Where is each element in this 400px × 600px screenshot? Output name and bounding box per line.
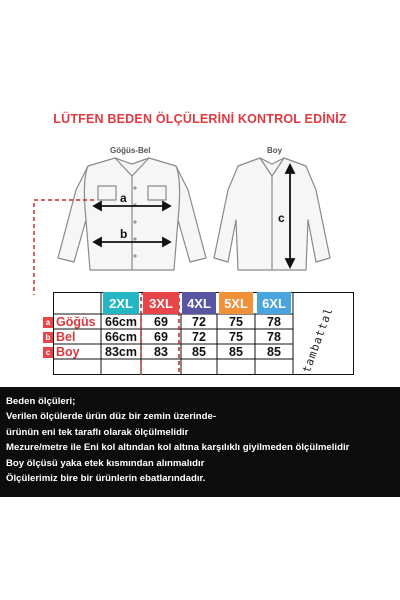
row-label-length: Boy [56, 345, 80, 359]
length-caption: Boy [267, 146, 283, 155]
cell-chest-6xl: 78 [267, 315, 281, 329]
cell-waist-5xl: 75 [229, 330, 243, 344]
size-header-3xl: 3XL [143, 292, 179, 314]
info-line-5: Boy ölçüsü yaka etek kısmından alınmalıdır [6, 457, 205, 469]
cell-chest-3xl: 69 [154, 315, 168, 329]
row-label-chest: Göğüs [56, 315, 96, 329]
info-line-6: Ölçülerimiz bire bir ürünlerin ebatlarındadır. [6, 473, 206, 485]
cell-waist-4xl: 72 [192, 330, 206, 344]
row-badge-b: b [43, 332, 53, 343]
letter-c: c [278, 211, 285, 225]
back-shirt-icon [214, 158, 330, 270]
cell-length-3xl: 83 [154, 345, 168, 359]
info-line-4: Mezure/metre ile Eni kol altından kol altına karşılıklı giyilmeden ölçülmelidir [6, 442, 350, 454]
info-line-2: Verilen ölçülerde ürün düz bir zemin üzerinde- [6, 411, 217, 423]
cell-length-6xl: 85 [267, 345, 281, 359]
cell-length-2xl: 83cm [105, 345, 137, 359]
brand-watermark: tambattal [300, 305, 336, 375]
cell-chest-4xl: 72 [192, 315, 206, 329]
cell-chest-2xl: 66cm [105, 315, 137, 329]
shirt-diagram [20, 150, 340, 295]
cell-waist-2xl: 66cm [105, 330, 137, 344]
cell-length-4xl: 85 [192, 345, 206, 359]
cell-waist-3xl: 69 [154, 330, 168, 344]
cell-waist-6xl: 78 [267, 330, 281, 344]
info-line-1: Beden ölçüleri; [6, 396, 76, 407]
size-header-5xl: 5XL [219, 292, 253, 314]
letter-b: b [120, 227, 128, 241]
size-check-headline: LÜTFEN BEDEN ÖLÇÜLERİNİ KONTROL EDİNİZ [53, 112, 347, 126]
chest-waist-caption: Göğüs-Bel [110, 146, 151, 155]
cell-chest-5xl: 75 [229, 315, 243, 329]
row-label-waist: Bel [56, 330, 76, 344]
cell-length-5xl: 85 [229, 345, 243, 359]
letter-a: a [120, 191, 127, 205]
size-header-2xl: 2XL [103, 292, 139, 314]
front-shirt-icon [58, 158, 206, 270]
measurement-info-box [0, 387, 400, 497]
row-badge-a: a [43, 317, 53, 328]
row-badge-c: c [43, 347, 53, 358]
size-header-6xl: 6XL [257, 292, 291, 314]
size-header-4xl: 4XL [182, 292, 216, 314]
info-line-3: ürünün eni tek taraflı olarak ölçülmelidir [6, 426, 189, 438]
